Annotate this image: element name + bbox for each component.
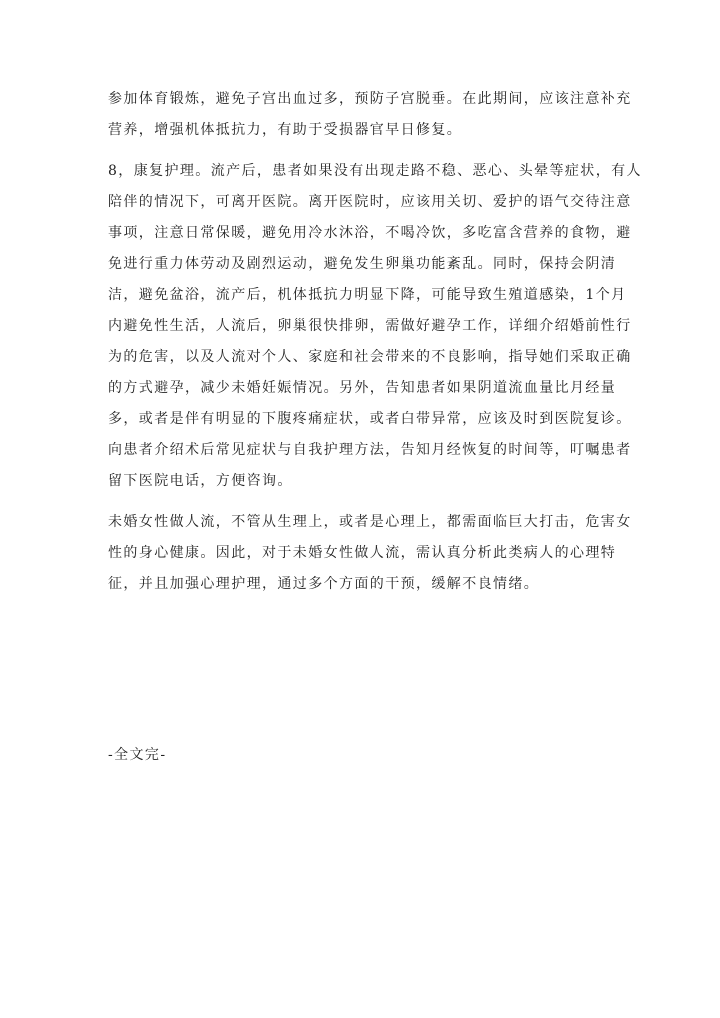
- paragraph-1: [108, 84, 632, 146]
- paragraph-2: [108, 156, 642, 497]
- paragraph-line: 留下医院电话，方便咨询。: [108, 473, 293, 489]
- paragraph-line: 多，或者是伴有明显的下腹疼痛症状，或者白带异常，应该及时到医院复诊。: [108, 411, 632, 427]
- paragraph-line: 营养，增强机体抵抗力，有助于受损器官早日修复。: [108, 122, 463, 138]
- paragraph-line: 征，并且加强心理护理，通过多个方面的干预，缓解不良情绪。: [108, 576, 540, 592]
- paragraph-line: 参加体育锻炼，避免子宫出血过多，预防子宫脱垂。在此期间，应该注意补充: [108, 91, 632, 107]
- paragraph-line: 免进行重力体劳动及剧烈运动，避免发生卵巢功能紊乱。同时，保持会阴清: [108, 256, 617, 272]
- paragraph-line: 向患者介绍术后常见症状与自我护理方法，告知月经恢复的时间等，叮嘱患者: [108, 442, 632, 458]
- paragraph-line: 未婚女性做人流，不管从生理上，或者是心理上，都需面临巨大打击，危害女: [108, 514, 632, 530]
- document-body: [108, 84, 642, 610]
- end-of-document-mark: -全文完-: [108, 747, 167, 763]
- paragraph-line: 陪伴的情况下，可离开医院。离开医院时，应该用关切、爱护的语气交待注意: [108, 194, 632, 210]
- paragraph-line: 性的身心健康。因此，对于未婚女性做人流，需认真分析此类病人的心理特: [108, 545, 617, 561]
- paragraph-line: 内避免性生活，人流后，卵巢很快排卵，需做好避孕工作，详细介绍婚前性行: [108, 318, 632, 334]
- paragraph-3: [108, 507, 632, 600]
- paragraph-line: 洁，避免盆浴，流产后，机体抵抗力明显下降，可能导致生殖道感染，1个月: [108, 287, 627, 303]
- paragraph-line: 8，康复护理。流产后，患者如果没有出现走路不稳、恶心、头晕等症状，有人: [108, 163, 642, 179]
- paragraph-line: 为的危害，以及人流对个人、家庭和社会带来的不良影响，指导她们采取正确: [108, 349, 632, 365]
- paragraph-line: 事项，注意日常保暖，避免用冷水沐浴，不喝冷饮，多吃富含营养的食物，避: [108, 225, 632, 241]
- paragraph-line: 的方式避孕，减少未婚妊娠情况。另外，告知患者如果阴道流血量比月经量: [108, 380, 617, 396]
